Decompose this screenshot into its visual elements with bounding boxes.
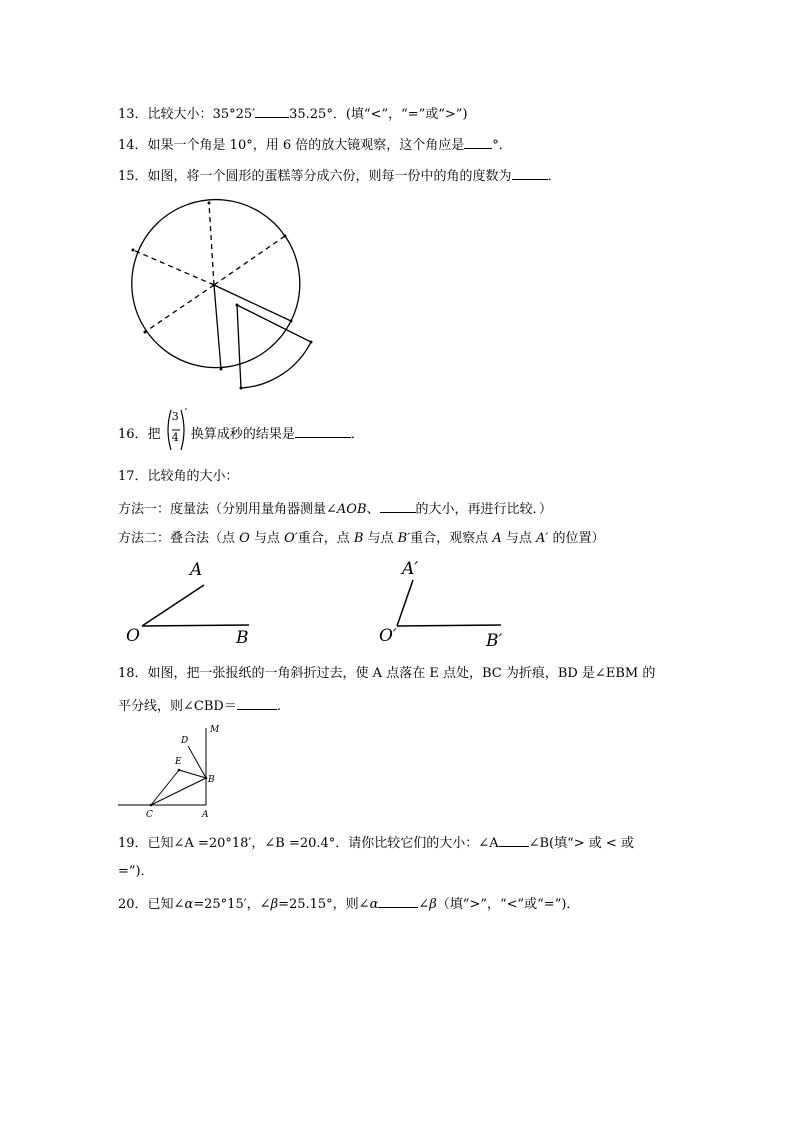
question-text: 比较角的大小： [147, 469, 239, 484]
text-part: =25.15°，则∠ [278, 897, 370, 912]
value-b: 35.25° [289, 107, 333, 122]
question-17-method-1 [118, 500, 552, 518]
angle-figure-right [375, 555, 525, 650]
label-e: E [175, 757, 182, 767]
question-number: 15． [118, 169, 148, 184]
cake-cut-edge-1 [214, 285, 291, 321]
question-text: 比较大小： [147, 107, 213, 122]
cake-dash-1 [209, 203, 214, 285]
point-a-prime: A′ [535, 531, 549, 546]
point-o-prime: O′ [284, 531, 298, 546]
label-a-prime: A′ [402, 559, 419, 579]
point-a: A [492, 531, 502, 546]
question-tail: =”)． [118, 864, 154, 879]
fraction-denominator: 4 [171, 431, 179, 444]
question-number: 16． [118, 427, 148, 442]
label-m: M [210, 725, 220, 735]
angle-aob: AOB [336, 502, 367, 517]
symbol-beta: β [270, 897, 279, 912]
ray-oa [142, 585, 204, 626]
label-c: C [146, 810, 153, 820]
question-17-title [118, 469, 239, 485]
text-part: 的位置） [548, 531, 605, 546]
text-part: 与点 [363, 531, 398, 546]
label-b: B [236, 628, 249, 648]
ray-o-b-prime [397, 625, 501, 626]
question-tail: （填“>”，“<”或“=”)． [436, 897, 580, 912]
cake-figure [125, 195, 325, 395]
question-19-line-1 [118, 834, 634, 852]
method-1-tail: 的大小，再进行比较．） [415, 502, 553, 517]
text-part: ∠ [418, 897, 430, 912]
text-part: 重合，点 [297, 531, 354, 546]
question-number: 13． [118, 107, 148, 122]
question-17-method-2 [118, 531, 604, 547]
point-o: O [239, 531, 250, 546]
answer-blank[interactable] [295, 425, 351, 438]
question-text: 如果一个角是 10°，用 6 倍的放大镜观察，这个角应是 [147, 138, 465, 153]
question-number: 19． [118, 836, 148, 851]
label-d: D [181, 736, 189, 746]
answer-blank[interactable] [255, 105, 289, 118]
question-number: 14． [118, 138, 148, 153]
symbol-beta: β [429, 897, 437, 912]
separator: 、 [366, 502, 380, 517]
cake-dash-3 [133, 250, 214, 285]
label-a: A [190, 560, 203, 580]
answer-blank[interactable] [380, 500, 416, 513]
text-part: 方法二：叠合法（点 [118, 531, 240, 546]
text-part: 已知∠ [147, 897, 185, 912]
question-tail: ． [350, 427, 364, 442]
question-tail: °． [492, 138, 512, 153]
fold-ce [151, 770, 179, 805]
point-b: B [353, 531, 364, 546]
question-number: 20． [118, 897, 148, 912]
question-18-line-2 [118, 697, 281, 715]
text-part: 与点 [249, 531, 285, 546]
label-b: B [208, 775, 215, 785]
question-tail: ． [547, 169, 561, 184]
fraction-expression [165, 410, 187, 444]
question-text: 如图，把一张报纸的一角斜折过去，使 A 点落在 E 点处，BC 为折痕，BD 是∠EBM 的 [147, 666, 656, 681]
question-text: 如图，将一个圆形的蛋糕等分成六份，则每一份中的角的度数为 [147, 169, 512, 184]
angle-figure-left [120, 555, 270, 650]
fold-figure [118, 724, 228, 824]
fold-cb [151, 778, 206, 805]
question-text: 已知∠A =20°18′，∠B =20.4°．请你比较它们的大小：∠A [147, 836, 499, 851]
cake-removed-slice [237, 305, 311, 388]
cake-cut-edge-2 [214, 285, 221, 369]
question-text-2: 平分线，则∠CBD＝ [118, 699, 237, 714]
answer-blank[interactable] [499, 834, 529, 847]
label-o-prime: O′ [379, 626, 397, 646]
symbol-alpha: α [369, 897, 379, 912]
answer-blank[interactable] [464, 136, 492, 149]
question-text-2: ∠B(填“> 或 < 或 [528, 836, 634, 851]
text-part: =25°15′，∠ [193, 897, 271, 912]
question-text-2: 换算成秒的结果是 [190, 427, 295, 442]
question-20 [118, 895, 579, 913]
value-a: 35°25′ [212, 107, 256, 122]
label-a: A [202, 810, 209, 820]
ray-o-a-prime [397, 580, 413, 626]
answer-blank[interactable] [378, 895, 418, 908]
method-1-text: 方法一：度量法（分别用量角器测量∠ [118, 502, 337, 517]
question-16 [118, 410, 364, 444]
answer-blank[interactable] [237, 697, 277, 710]
question-tail: ．(填“<”，“=”或“>”) [332, 107, 468, 122]
label-o: O [126, 626, 140, 646]
question-number: 17． [118, 469, 148, 484]
question-13 [118, 105, 468, 123]
question-number: 18． [118, 666, 148, 681]
text-part: 重合，观察点 [410, 531, 493, 546]
question-tail: . [276, 699, 281, 714]
question-18-line-1 [118, 666, 655, 682]
label-b-prime: B′ [486, 631, 503, 651]
question-15 [118, 167, 561, 185]
answer-blank[interactable] [512, 167, 548, 180]
question-text: 把 [147, 427, 161, 442]
question-19-line-2 [118, 864, 154, 880]
text-part: 与点 [501, 531, 536, 546]
question-14 [118, 136, 512, 154]
ray-ob [142, 625, 249, 626]
fraction-numerator: 3 [171, 410, 179, 423]
cake-dash-4 [145, 285, 214, 332]
cake-dash-2 [214, 236, 285, 285]
symbol-alpha: α [184, 897, 194, 912]
point-b-prime: B′ [397, 531, 411, 546]
